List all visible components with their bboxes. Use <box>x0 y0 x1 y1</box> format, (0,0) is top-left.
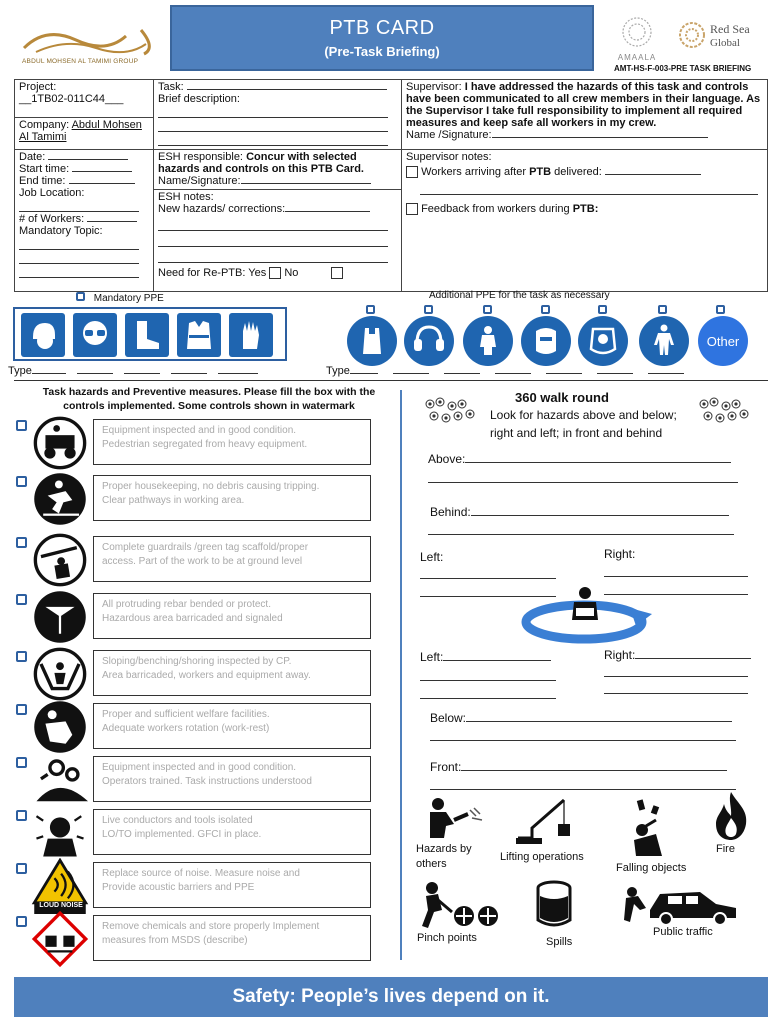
behind-label: Behind: <box>430 505 471 519</box>
above-field[interactable] <box>465 462 731 463</box>
protruding-rebar-icon <box>30 589 90 639</box>
redsea-text-2: Global <box>710 37 740 49</box>
eyes-icon-right <box>696 396 752 431</box>
supervisor-name-label: Name /Signature: <box>406 129 492 141</box>
late-workers-text-2: PTB <box>529 166 552 178</box>
below-field[interactable] <box>466 721 732 722</box>
supervisor-notes-label: Supervisor notes: <box>406 151 492 163</box>
hazard-controls-box[interactable] <box>93 915 371 961</box>
location-label: Job Location: <box>19 187 85 199</box>
left-field-2[interactable] <box>443 660 551 661</box>
electrical-hazard-icon <box>30 805 90 855</box>
company-label: Company: <box>19 119 70 131</box>
start-time-field[interactable] <box>72 171 132 172</box>
feedback-text-2: PTB: <box>572 203 599 216</box>
hazard-watermark-line-1: All protruding rebar bended or protect. <box>102 599 271 610</box>
topic-label: Mandatory Topic: <box>19 225 103 237</box>
fall-from-height-icon <box>30 532 90 582</box>
hazard-controls-box[interactable] <box>93 475 371 521</box>
hazard-controls-box[interactable] <box>93 756 371 802</box>
hazard-controls-box[interactable] <box>93 862 371 908</box>
esh-notes-line-3[interactable] <box>158 250 388 263</box>
right-label-2: Right: <box>604 648 636 662</box>
behind-row <box>430 505 729 519</box>
brief-label: Brief description: <box>158 93 240 105</box>
right-line-4[interactable] <box>604 693 748 694</box>
hazard-watermark-line-1: Live conductors and tools isolated <box>102 815 253 826</box>
esh-responsible-label: ESH responsible: <box>158 151 243 163</box>
esh-responsible-text: Concur with selected hazards and controls on this PTB Card. <box>158 151 364 175</box>
fire-icon <box>710 790 752 847</box>
coverall-checkbox[interactable] <box>658 305 667 314</box>
hazard-watermark-line-2: Area barricaded, workers and equipment away. <box>102 670 311 681</box>
reptb-no-label: No <box>284 267 299 279</box>
coverall-icon <box>639 316 689 366</box>
loud-noise-label: LOUD NOISE <box>39 902 83 909</box>
new-hazards-field[interactable] <box>285 211 370 212</box>
below-row <box>430 711 732 725</box>
ptb-header <box>170 5 594 71</box>
pinch-points-icon <box>418 880 502 935</box>
hazards-by-others-text-1: Hazards by <box>416 843 472 855</box>
hazards-title: Task hazards and Preventive measures. Please fill the box with the controls implemented. Some controls shown in watermark <box>42 386 376 412</box>
esh-notes-label: ESH notes: <box>158 191 214 203</box>
hazard-watermark-line-2: measures from MSDS (describe) <box>102 935 248 946</box>
above-label: Above: <box>428 452 466 466</box>
schedule-cell <box>15 150 154 292</box>
date-label: Date: <box>19 151 46 163</box>
hazard-checkbox[interactable] <box>16 916 27 927</box>
spills-icon <box>530 878 580 939</box>
hazard-watermark-line-1: Equipment inspected and in good condition. <box>102 762 297 773</box>
type-label-right: Type <box>326 365 350 377</box>
task-field[interactable] <box>187 89 387 90</box>
hazard-checkbox[interactable] <box>16 651 27 662</box>
walk-desc-1: Look for hazards above and below; <box>490 408 677 422</box>
hazard-watermark-line-2: LO/TO implemented. GFCI in place. <box>102 829 262 840</box>
public-traffic-icon <box>620 884 740 931</box>
hazard-watermark-line-2: Hazardous area barricaded and signaled <box>102 613 283 624</box>
hazard-watermark-line-1: Replace source of noise. Measure noise and <box>102 868 300 879</box>
location-field[interactable] <box>19 199 139 212</box>
hazard-watermark-line-2: Operators trained. Task instructions understood <box>102 776 312 787</box>
left-line-3[interactable] <box>420 680 556 681</box>
harness-checkbox[interactable] <box>483 305 492 314</box>
safety-glasses-icon <box>73 313 117 357</box>
lifting-label: Lifting operations <box>500 851 584 863</box>
hazard-watermark-line-2: Provide acoustic barriers and PPE <box>102 882 255 893</box>
ear-protection-checkbox[interactable] <box>424 305 433 314</box>
topic-line-1[interactable] <box>19 237 139 250</box>
public-traffic-label: Public traffic <box>653 926 713 938</box>
left-row-2 <box>420 650 551 664</box>
welding-mask-checkbox[interactable] <box>541 305 550 314</box>
hazard-checkbox[interactable] <box>16 537 27 548</box>
briefing-form <box>14 79 768 292</box>
left-label-2: Left: <box>420 650 444 664</box>
pinch-points-label: Pinch points <box>417 932 477 944</box>
brief-line-2[interactable] <box>158 119 388 132</box>
above-line-2[interactable] <box>428 482 738 483</box>
below-label: Below: <box>430 711 467 725</box>
mandatory-ppe-header <box>76 292 164 304</box>
apron-icon <box>347 316 397 366</box>
page-title: PTB CARD <box>329 17 435 39</box>
right-field-2[interactable] <box>635 658 751 659</box>
face-shield-icon <box>578 316 628 366</box>
above-row <box>428 452 731 466</box>
hazard-watermark-line-2: access. Part of the work to be at ground level <box>102 556 303 567</box>
document-code: AMT-HS-F-003-PRE TASK BRIEFING <box>614 64 752 73</box>
brief-line-3[interactable] <box>158 133 388 146</box>
project-label: Project: <box>19 81 57 93</box>
end-time-field[interactable] <box>69 183 135 184</box>
heat-stress-icon <box>30 699 90 749</box>
other-ppe-button[interactable]: Other <box>698 316 748 366</box>
project-value[interactable]: __1TB02-011C44___ <box>19 93 124 105</box>
reptb-yes-checkbox[interactable] <box>269 267 281 279</box>
hazard-watermark-line-1: Sloping/benching/shoring inspected by CP. <box>102 656 292 667</box>
esh-notes-line-2[interactable] <box>158 234 388 247</box>
esh-name-field[interactable] <box>241 183 371 184</box>
hazard-watermark-line-2: Adequate workers rotation (work-rest) <box>102 723 270 734</box>
below-line-2[interactable] <box>430 740 736 741</box>
front-line-2[interactable] <box>430 789 736 790</box>
welding-mask-icon <box>521 316 571 366</box>
section-divider <box>14 380 768 381</box>
esh-name-label: Name/Signature: <box>158 175 241 187</box>
supervisor-cell <box>402 80 767 150</box>
supervisor-statement: I have addressed the hazards of this task and controls have been communicated to all crew members in their language. As the Supervisor I take full responsibility to implement all required measures and keep safe all workers in my crew. <box>406 81 761 129</box>
hazard-controls-box[interactable] <box>93 419 371 465</box>
redsea-logo <box>678 18 764 58</box>
column-divider <box>400 390 402 960</box>
type-label-left: Type <box>8 365 32 377</box>
hazard-controls-box[interactable] <box>93 809 371 855</box>
late-workers-field[interactable] <box>605 174 701 175</box>
page-subtitle: (Pre-Task Briefing) <box>324 44 440 59</box>
mandatory-ppe-group <box>13 307 287 361</box>
feedback-checkbox[interactable] <box>406 203 418 215</box>
amaala-text: AMAALA <box>617 53 657 62</box>
left-line-4[interactable] <box>420 698 556 699</box>
hazards-by-others-label <box>416 842 472 872</box>
mandatory-ppe-label: Mandatory PPE <box>93 293 164 304</box>
company-logo <box>16 18 166 70</box>
hazard-checkbox[interactable] <box>16 863 27 874</box>
ear-protection-icon <box>404 316 454 366</box>
falling-objects-icon <box>626 796 676 863</box>
right-row-2 <box>604 648 751 662</box>
hazard-controls-box[interactable] <box>93 703 371 749</box>
harness-icon <box>463 316 513 366</box>
slip-trip-icon <box>30 471 90 521</box>
hazard-watermark-line-2: Clear pathways in working area. <box>102 495 245 506</box>
hazard-controls-box[interactable] <box>93 593 371 639</box>
front-row <box>430 760 727 774</box>
other-ppe-checkbox[interactable] <box>716 305 725 314</box>
gloves-icon <box>229 313 273 357</box>
start-time-label: Start time: <box>19 163 70 175</box>
feedback-text-1: Feedback from workers during <box>421 203 570 216</box>
reptb-no-checkbox[interactable] <box>331 267 343 279</box>
safety-footer: Safety: People’s lives depend on it. <box>14 977 768 1017</box>
hard-hat-icon <box>21 313 65 357</box>
hazard-checkbox[interactable] <box>16 420 27 431</box>
topic-line-3[interactable] <box>19 265 139 278</box>
right-line-3[interactable] <box>604 676 748 677</box>
hazard-controls-box[interactable] <box>93 536 371 582</box>
hazard-checkbox[interactable] <box>16 594 27 605</box>
right-line-1[interactable] <box>604 576 748 577</box>
safety-boots-icon <box>125 313 169 357</box>
additional-ppe-label: Additional PPE for the task as necessary <box>429 290 610 301</box>
brief-line-1[interactable] <box>158 105 388 118</box>
hi-vis-vest-icon <box>177 313 221 357</box>
logo-text: ABDUL MOHSEN AL TAMIMI GROUP <box>22 58 139 65</box>
walk-desc-2: right and left; in front and behind <box>490 426 663 440</box>
hazard-watermark-line-1: Equipment inspected and in good condition. <box>102 425 297 436</box>
new-hazards-label: New hazards/ corrections: <box>158 203 286 215</box>
esh-notes-line-1[interactable] <box>158 218 388 231</box>
hazard-watermark-line-1: Complete guardrails /green tag scaffold/proper <box>102 542 309 553</box>
late-workers-text-1: Workers arriving after <box>421 166 526 178</box>
hazard-checkbox[interactable] <box>16 810 27 821</box>
behind-line-2[interactable] <box>428 534 734 535</box>
left-line-1[interactable] <box>420 578 556 579</box>
topic-line-2[interactable] <box>19 251 139 264</box>
esh-notes-cell <box>154 190 402 292</box>
hazards-by-others-icon <box>424 796 494 845</box>
supervisor-notes-cell <box>402 150 767 292</box>
spills-label: Spills <box>546 936 573 948</box>
esh-responsible-cell <box>154 150 402 190</box>
hazard-watermark-line-1: Remove chemicals and store properly Implement <box>102 921 320 932</box>
late-workers-text-3: delivered: <box>554 166 602 178</box>
amaala-logo <box>612 16 662 64</box>
hazard-watermark-line-1: Proper and sufficient welfare facilities. <box>102 709 270 720</box>
hazard-controls-box[interactable] <box>93 650 371 696</box>
end-time-label: End time: <box>19 175 66 187</box>
workers-field[interactable] <box>87 221 137 222</box>
heavy-equipment-icon <box>30 415 90 465</box>
hazard-checkbox[interactable] <box>16 757 27 768</box>
loud-noise-icon <box>30 858 90 908</box>
walk-title: 360 walk round <box>515 390 609 405</box>
crane-icon <box>512 794 572 853</box>
front-field[interactable] <box>461 770 727 771</box>
front-label: Front: <box>430 760 462 774</box>
project-cell <box>15 80 154 118</box>
behind-field[interactable] <box>471 515 729 516</box>
type-row-right <box>326 365 684 377</box>
hazard-watermark-line-2: Pedestrian segregated from heavy equipment. <box>102 439 308 450</box>
walk-round-icon <box>512 584 662 653</box>
apron-checkbox[interactable] <box>366 305 375 314</box>
falling-objects-label: Falling objects <box>616 862 687 874</box>
task-cell <box>154 80 402 150</box>
type-row-left <box>8 365 258 377</box>
reptb-label: Need for Re-PTB: Yes <box>158 267 267 279</box>
workers-label: # of Workers: <box>19 213 85 225</box>
late-workers-checkbox[interactable] <box>406 166 418 178</box>
hazard-checkbox[interactable] <box>16 476 27 487</box>
machinery-icon <box>30 752 90 802</box>
face-shield-checkbox[interactable] <box>598 305 607 314</box>
redsea-text-1: Red Sea <box>710 22 750 36</box>
fire-label: Fire <box>716 843 735 855</box>
right-label-1: Right: <box>604 547 636 561</box>
hazard-checkbox[interactable] <box>16 704 27 715</box>
hazards-by-others-text-2: others <box>416 858 447 870</box>
excavation-icon <box>30 646 90 696</box>
supervisor-label: Supervisor: <box>406 81 462 93</box>
company-cell <box>15 118 154 150</box>
eyes-icon-left <box>422 396 478 431</box>
task-label: Task: <box>158 81 184 93</box>
mandatory-ppe-checkbox[interactable] <box>76 292 85 301</box>
left-label-1: Left: <box>420 550 444 564</box>
company-value[interactable]: Abdul Mohsen Al Tamimi <box>19 119 142 143</box>
date-field[interactable] <box>48 159 128 160</box>
chemical-hazard-icon <box>30 911 90 961</box>
hazard-watermark-line-1: Proper housekeeping, no debris causing tripping. <box>102 481 320 492</box>
supervisor-notes-line[interactable] <box>420 182 758 195</box>
supervisor-name-field[interactable] <box>492 137 708 138</box>
